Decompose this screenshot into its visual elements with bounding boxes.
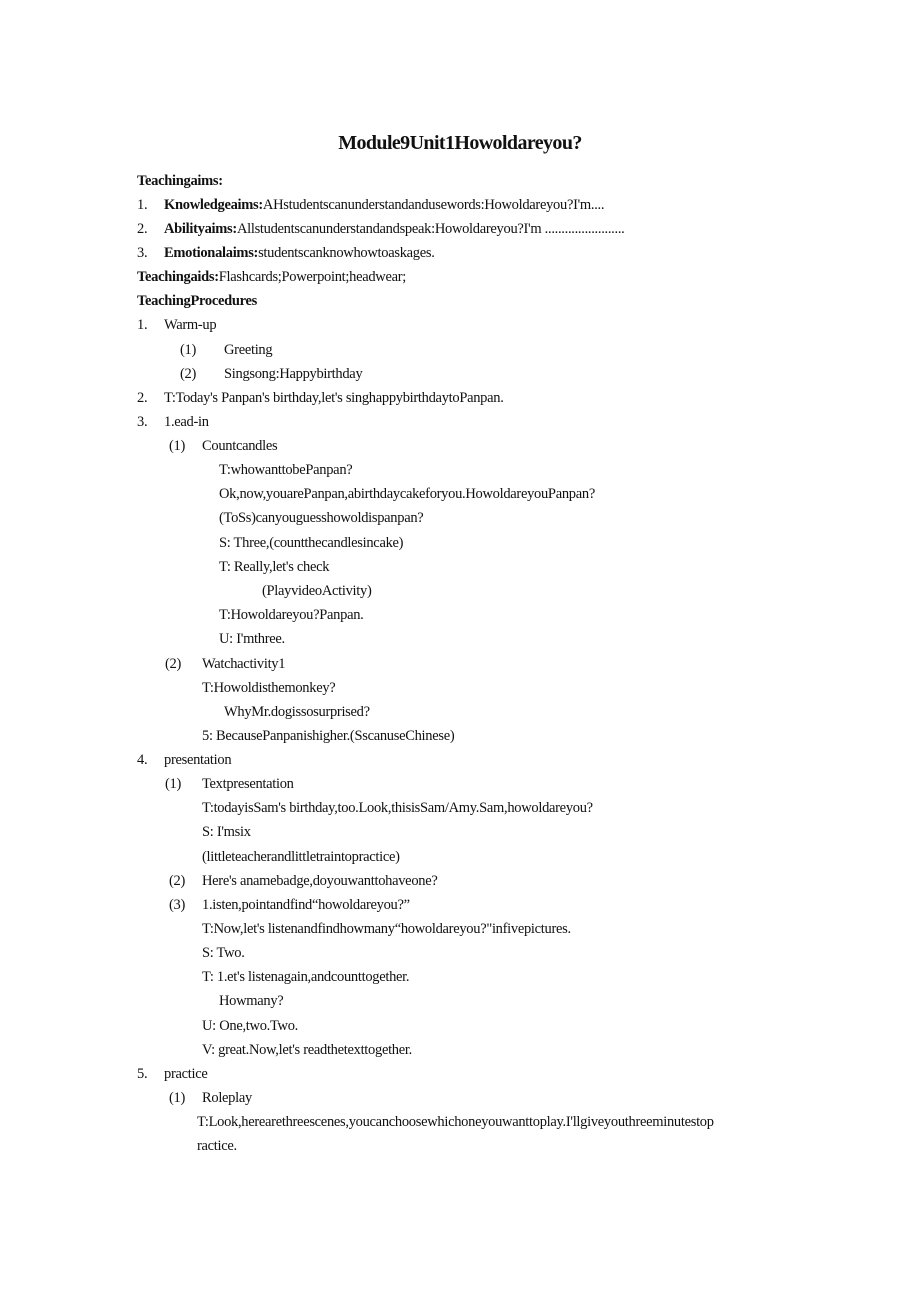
- step-3-title: 1.ead-in: [164, 414, 209, 430]
- step-5-number: 5.: [137, 1066, 148, 1082]
- teaching-aids-label: Teachingaids:: [137, 269, 219, 285]
- aim-1-text: AHstudentscanunderstandandusewords:Howoldareyou?I'm....: [262, 197, 605, 213]
- step-4-sub-1-number: (1): [165, 776, 182, 792]
- step-3-line: U: I'mthree.: [219, 631, 285, 647]
- step-4-sub-1-text: Textpresentation: [202, 776, 294, 792]
- aim-2-number: 2.: [137, 221, 148, 237]
- procedures-heading: TeachingProcedures: [137, 293, 258, 309]
- step-3-line: (PlayvideoActivity): [262, 583, 372, 599]
- step-3-line: 5: BecausePanpanishigher.(SscanuseChinese): [202, 728, 455, 744]
- aims-heading: Teachingaims:: [137, 173, 223, 189]
- step-4-line: T: 1.et's listenagain,andcounttogether.: [202, 969, 410, 985]
- step-2-number: 2.: [137, 390, 148, 406]
- aim-2: [164, 220, 624, 238]
- step-3-line: WhyMr.dogissosurprised?: [224, 704, 370, 720]
- step-4-line: T:Now,let's listenandfindhowmany“howoldareyou?"infivepictures.: [202, 921, 571, 937]
- step-4-line: S: I'msix: [202, 824, 251, 840]
- step-4-number: 4.: [137, 752, 148, 768]
- step-5-line: T:Look,herearethreescenes,youcanchoosewhichoneyouwanttoplay.I'llgiveyouthreeminutestop: [197, 1114, 714, 1130]
- aim-3-number: 3.: [137, 245, 148, 261]
- aim-2-label: Abilityaims:: [164, 221, 237, 237]
- aim-2-text: Allstudentscanunderstandandspeak:Howoldareyou?I'm ........................: [236, 221, 625, 237]
- step-1-sub-2-number: (2): [180, 366, 197, 382]
- step-4-line: S: Two.: [202, 945, 245, 961]
- step-4-line: T:todayisSam's birthday,too.Look,thisisSam/Amy.Sam,howoldareyou?: [202, 800, 593, 816]
- step-3-line: Ok,now,youarePanpan,abirthdaycakeforyou.HowoldareyouPanpan?: [219, 486, 595, 502]
- step-3-line: T:Howoldareyou?Panpan.: [219, 607, 364, 623]
- step-4-line: Howmany?: [219, 993, 284, 1009]
- step-1-number: 1.: [137, 317, 148, 333]
- step-3-number: 3.: [137, 414, 148, 430]
- step-1-sub-1-text: Greeting: [224, 342, 273, 358]
- step-4-sub-2-number: (2): [169, 873, 186, 889]
- teaching-aids-text: Flashcards;Powerpoint;headwear;: [218, 269, 406, 285]
- step-1-title: Warm-up: [164, 317, 217, 333]
- aim-1-label: Knowledgeaims:: [164, 197, 263, 213]
- step-4-sub-3-text: 1.isten,pointandfind“howoldareyou?”: [202, 897, 410, 913]
- step-5-sub-1-text: Roleplay: [202, 1090, 252, 1106]
- aim-3-text: studentscanknowhowtoaskages.: [258, 245, 435, 261]
- step-4-line: U: One,two.Two.: [202, 1018, 298, 1034]
- aim-3-label: Emotionalaims:: [164, 245, 259, 261]
- step-3-line: S: Three,(countthecandlesincake): [219, 535, 404, 551]
- step-1-sub-1-number: (1): [180, 342, 197, 358]
- step-5-sub-1-number: (1): [169, 1090, 186, 1106]
- aim-3: [164, 244, 435, 262]
- page-title: Module9Unit1Howoldareyou?: [338, 132, 582, 154]
- step-3-sub-2-text: Watchactivity1: [202, 656, 286, 672]
- step-3-line: T:Howoldisthemonkey?: [202, 680, 336, 696]
- step-4-line: V: great.Now,let's readthetexttogether.: [202, 1042, 412, 1058]
- step-3-sub-2-number: (2): [165, 656, 182, 672]
- step-4-sub-3-number: (3): [169, 897, 186, 913]
- step-3-line: T:whowanttobePanpan?: [219, 462, 353, 478]
- aim-1: [164, 196, 604, 214]
- step-4-title: presentation: [164, 752, 232, 768]
- step-5-line: ractice.: [197, 1138, 237, 1154]
- teaching-aids: [137, 268, 406, 286]
- step-4-line: (littleteacherandlittletraintopractice): [202, 849, 400, 865]
- step-3-sub-1-number: (1): [169, 438, 186, 454]
- step-1-sub-2-text: Singsong:Happybirthday: [224, 366, 363, 382]
- step-4-sub-2-text: Here's anamebadge,doyouwanttohaveone?: [202, 873, 438, 889]
- step-3-sub-1-text: Countcandles: [202, 438, 278, 454]
- step-3-line: (ToSs)canyouguesshowoldispanpan?: [219, 510, 424, 526]
- step-3-line: T: Really,let's check: [219, 559, 330, 575]
- step-2-text: T:Today's Panpan's birthday,let's singhappybirthdaytoPanpan.: [164, 390, 504, 406]
- step-5-title: practice: [164, 1066, 208, 1082]
- aim-1-number: 1.: [137, 197, 148, 213]
